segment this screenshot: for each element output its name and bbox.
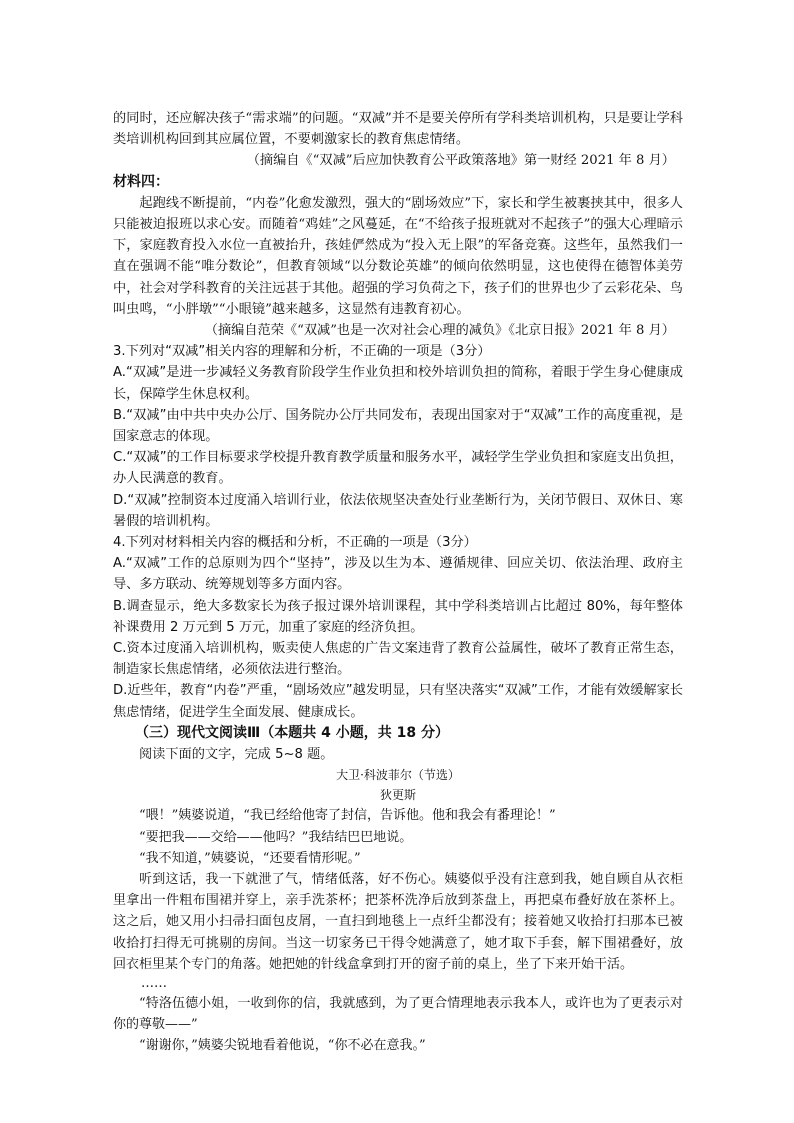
story-author: 狄更斯 [379,788,416,803]
question-4-option-a: A.“双减”工作的总原则为四个“坚持”，涉及以生为本、遵循规律、回应关切、依法治理、政府主导、多方联动、统筹规划等多方面内容。 [113,556,683,593]
question-3-option-d: D.“双减”控制资本过度涌入培训行业，依法依规坚决查处行业垄断行为，关闭节假日、双休日、寒暑假的培训机构。 [113,492,683,529]
exam-page [113,108,683,1057]
story-paragraph: “谢谢你，”姨婆尖锐地看着他说，“你不必在意我。” [139,1038,426,1054]
question-3-option-b: B.“双减”由中共中央办公厅、国务院办公厅共同发布，表现出国家对于“双减”工作的高度重视，是国家意志的体现。 [113,407,683,445]
question-4-option-b: B.调查显示，绝大多数家长为孩子报过课外培训课程，其中学科类培训占比超过 80%，每年整体补课费用 2 万元到 5 万元，加重了家庭的经济负担。 [113,598,683,635]
material4-heading: 材料四： [113,173,169,190]
question-4-option-d: D.近些年，教育“内卷”严重，“剧场效应”越发明显，只有坚决落实“双减”工作，才能有效缓解家长焦虑情绪，促进学生全面发展、健康成长。 [113,683,683,720]
material3-tail: 的同时，还应解决孩子“需求端”的问题。“双减”并不是要关停所有学科类培训机构，只是要让学科类培训机构回到其应属位置，不要刺激家长的教育焦虑情绪。 [113,111,683,148]
question-3-option-c: C.“双减”的工作目标要求学校提升教育教学质量和服务水平，减轻学生学业负担和家庭支出负担，办人民满意的教育。 [113,450,683,487]
section-3-instruction: 阅读下面的文字，完成 5~8 题。 [139,747,334,763]
question-3-option-a: A.“双减”是进一步减轻义务教育阶段学生作业负担和校外培训负担的简称，着眼于学生身心健康成长，保障学生休息权利。 [113,365,683,402]
story-paragraph: “我不知道，”姨婆说，“还要看情形呢。” [139,850,361,866]
question-4-option-c: C.资本过度涌入培训机构，贩卖使人焦虑的广告文案违背了教育公益属性，破坏了教育正常生态，制造家长焦虑情绪，必须依法进行整治。 [113,641,683,678]
story-paragraph: 听到这话，我一下就泄了气，情绪低落，好不伤心。姨婆似乎没有注意到我，她自顾自从衣柜里拿出一件粗布围裙并穿上，亲手洗茶杯；把茶杯洗净后放到茶盘上，再把桌布叠好放在茶杯上。这之后，她又用小扫帚扫面包皮屑，一直扫到地毯上一点纤尘都没有；接着她又收拾打扫那本已被收拾打扫得无可挑剔的房间。当这一切家务已干得令她满意了，她才取下手套，解下围裙叠好，放回衣柜里某个专门的角落。她把她的针线盒拿到打开的窗子前的桌上，坐了下来开始干活。 [113,871,683,972]
material4-text: 起跑线不断提前，“内卷”化愈发激烈，强大的“剧场效应”下，家长和学生被裹挟其中，很多人只能被迫报班以求心安。而随着“鸡娃”之风蔓延，在“不给孩子报班就对不起孩子”的强大心理暗示下，家庭教育投入水位一直被抬升，孩娃俨然成为“投入无上限”的军备竞赛。这些年，虽然我们一直在强调不能“唯分数论”，但教育领域“以分数论英雄”的倾向依然明显，这也使得在德智体美劳中，社会对学科教育的关注远甚于其他。超强的学习负荷之下，孩子们的世界也少了云彩花朵、鸟叫虫鸣，“小胖墩”“小眼镜”越来越多，这显然有违教育初心。 [113,195,683,317]
question-4-stem: 4.下列对材料相关内容的概括和分析，不正确的一项是（3分） [113,535,477,551]
story-ellipsis: …… [141,975,167,991]
story-paragraph: “要把我——交给——他吗？”我结结巴巴地说。 [139,829,413,845]
story-paragraph: “特洛伍德小姐，一收到你的信，我就感到，为了更合情理地表示我本人，或许也为了更表示对你的尊敬——” [113,995,683,1033]
section-3-heading: （三）现代文阅读Ⅲ（本题共 4 小题，共 18 分） [135,724,449,741]
material3-source: （摘编自《“双减”后应加快教育公平政策落地》第一财经 2021 年 8 月） [246,153,675,169]
story-title: 大卫·科波菲尔（节选） [336,768,460,783]
material4-source: （摘编自范荣《“双减”也是一次对社会心理的减负》《北京日报》2021 年 8 月） [204,323,675,339]
question-3-stem: 3.下列对“双减”相关内容的理解和分析，不正确的一项是（3分） [113,344,491,360]
story-paragraph: “喂！”姨婆说道，“我已经给他寄了封信，告诉他。他和我会有番理论！” [139,808,556,824]
